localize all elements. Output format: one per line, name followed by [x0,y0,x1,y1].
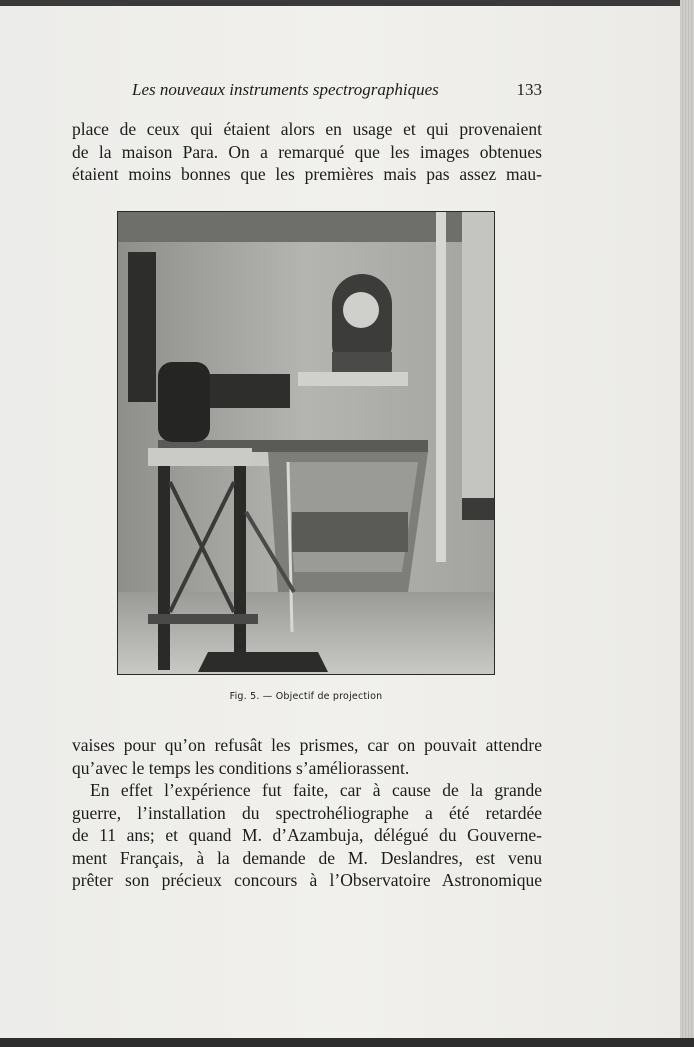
paragraph-top [72,118,542,186]
text-line: place de ceux qui étaient alors en usage et qui provenaient [72,119,542,139]
projection-lens-photo [118,212,494,674]
text-line: guerre, l’installation du spectrohéliographe a été retardée [72,802,542,823]
figure-photograph [117,211,495,675]
text-line: qu’avec le temps les conditions s’améliorassent. [72,757,410,778]
page-stack-edge [680,0,694,1047]
paragraph-bottom [72,734,542,779]
running-title: Les nouveaux instruments spectrographiques [132,80,439,99]
text-line: de 11 ans; et quand M. d’Azambuja, délégué du Gouverne- [72,825,542,845]
text-line: étaient moins bonnes que les premières mais pas assez mau- [72,164,542,184]
paragraph-last [72,779,542,892]
text-line: vaises pour qu’on refusât les prismes, car on pouvait attendre [72,735,542,755]
page-bottom-edge [0,1038,694,1047]
text-line: En effet l’expérience fut faite, car à cause de la grande [90,780,542,800]
text-line: ment Français, à la demande de M. Deslandres, est venu [72,847,542,868]
figure-caption: Fig. 5. — Objectif de projection [229,691,383,702]
page-number: 133 [516,80,542,99]
text-line: prêter son précieux concours à l’Observatoire Astronomique [72,870,542,890]
page-top-edge [0,0,694,6]
running-head [132,80,542,104]
text-line: de la maison Para. On a remarqué que les images obtenues [72,141,542,162]
